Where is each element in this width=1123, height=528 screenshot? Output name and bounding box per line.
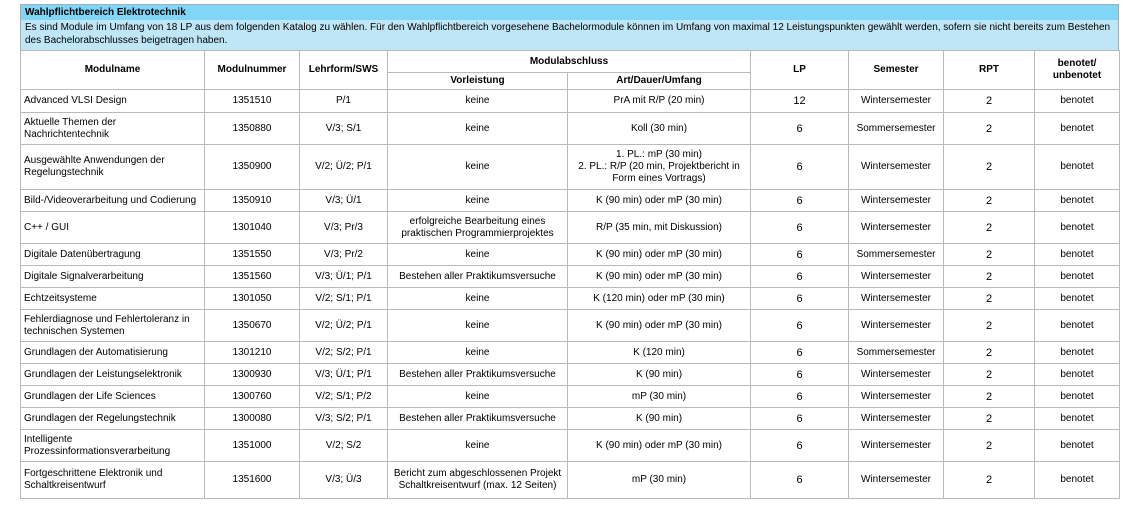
cell-rpt: 2 [944, 90, 1035, 113]
cell-modulname: Fortgeschrittene Elektronik und Schaltkreisentwurf [21, 462, 205, 499]
table-row [21, 430, 1120, 462]
cell-modulnummer: 1350900 [205, 145, 300, 190]
cell-vorleistung: keine [388, 190, 568, 212]
cell-modulname: Ausgewählte Anwendungen der Regelungstechnik [21, 145, 205, 190]
cell-lp: 6 [751, 342, 849, 364]
table-row [21, 244, 1120, 266]
cell-art: 1. PL.: mP (30 min) 2. PL.: R/P (20 min, Projektbericht in Form eines Vortrags) [568, 145, 751, 190]
cell-semester: Wintersemester [849, 430, 944, 462]
cell-lp: 6 [751, 310, 849, 342]
cell-semester: Wintersemester [849, 408, 944, 430]
table-row [21, 386, 1120, 408]
table-row [21, 190, 1120, 212]
cell-lp: 12 [751, 90, 849, 113]
cell-semester: Wintersemester [849, 386, 944, 408]
cell-lehrform: V/3; Pr/3 [300, 212, 388, 244]
cell-lehrform: V/2; Ü/2; P/1 [300, 145, 388, 190]
cell-rpt: 2 [944, 266, 1035, 288]
cell-modulname: Advanced VLSI Design [21, 90, 205, 113]
cell-rpt: 2 [944, 190, 1035, 212]
cell-modulnummer: 1300080 [205, 408, 300, 430]
cell-lp: 6 [751, 462, 849, 499]
cell-modulname: Grundlagen der Automatisierung [21, 342, 205, 364]
cell-benotet: benotet [1035, 113, 1120, 145]
cell-modulname: Digitale Datenübertragung [21, 244, 205, 266]
table-row [21, 212, 1120, 244]
cell-art: K (90 min) oder mP (30 min) [568, 190, 751, 212]
cell-lp: 6 [751, 364, 849, 386]
cell-art: K (90 min) oder mP (30 min) [568, 266, 751, 288]
cell-art: K (90 min) [568, 364, 751, 386]
cell-rpt: 2 [944, 364, 1035, 386]
cell-modulnummer: 1301050 [205, 288, 300, 310]
cell-benotet: benotet [1035, 364, 1120, 386]
cell-lehrform: V/3; S/1 [300, 113, 388, 145]
cell-vorleistung: keine [388, 244, 568, 266]
cell-lehrform: V/2; S/1; P/1 [300, 288, 388, 310]
header-rpt: RPT [944, 51, 1035, 90]
cell-vorleistung: Bericht zum abgeschlossenen Projekt Schaltkreisentwurf (max. 12 Seiten) [388, 462, 568, 499]
cell-lehrform: V/3; Ü/1; P/1 [300, 364, 388, 386]
cell-lehrform: V/3; Pr/2 [300, 244, 388, 266]
cell-lehrform: V/3; Ü/1 [300, 190, 388, 212]
cell-art: R/P (35 min, mit Diskussion) [568, 212, 751, 244]
cell-lp: 6 [751, 113, 849, 145]
header-lp: LP [751, 51, 849, 90]
cell-semester: Wintersemester [849, 212, 944, 244]
cell-modulname: Grundlagen der Leistungselektronik [21, 364, 205, 386]
cell-semester: Wintersemester [849, 190, 944, 212]
cell-vorleistung: keine [388, 113, 568, 145]
cell-modulname: C++ / GUI [21, 212, 205, 244]
cell-rpt: 2 [944, 113, 1035, 145]
cell-lp: 6 [751, 244, 849, 266]
cell-art: mP (30 min) [568, 462, 751, 499]
header-semester: Semester [849, 51, 944, 90]
cell-benotet: benotet [1035, 190, 1120, 212]
cell-vorleistung: keine [388, 386, 568, 408]
table-body [21, 90, 1120, 499]
cell-vorleistung: keine [388, 145, 568, 190]
cell-lehrform: V/2; Ü/2; P/1 [300, 310, 388, 342]
cell-lehrform: V/2; S/1; P/2 [300, 386, 388, 408]
header-modulabschluss: Modulabschluss [388, 51, 751, 73]
header-modulname: Modulname [21, 51, 205, 90]
cell-vorleistung: keine [388, 310, 568, 342]
cell-semester: Wintersemester [849, 288, 944, 310]
cell-lp: 6 [751, 212, 849, 244]
cell-modulname: Echtzeitsysteme [21, 288, 205, 310]
cell-semester: Sommersemester [849, 342, 944, 364]
cell-modulnummer: 1301040 [205, 212, 300, 244]
header-lehrform: Lehrform/SWS [300, 51, 388, 90]
cell-modulname: Grundlagen der Life Sciences [21, 386, 205, 408]
cell-modulnummer: 1300930 [205, 364, 300, 386]
cell-vorleistung: keine [388, 430, 568, 462]
table-row [21, 266, 1120, 288]
cell-vorleistung: Bestehen aller Praktikumsversuche [388, 364, 568, 386]
cell-modulname: Grundlagen der Regelungstechnik [21, 408, 205, 430]
cell-lp: 6 [751, 266, 849, 288]
cell-modulnummer: 1351510 [205, 90, 300, 113]
cell-semester: Wintersemester [849, 462, 944, 499]
cell-semester: Wintersemester [849, 266, 944, 288]
cell-lp: 6 [751, 288, 849, 310]
cell-rpt: 2 [944, 430, 1035, 462]
cell-rpt: 2 [944, 408, 1035, 430]
module-catalog [20, 4, 1119, 499]
table-row [21, 288, 1120, 310]
cell-art: mP (30 min) [568, 386, 751, 408]
cell-modulnummer: 1300760 [205, 386, 300, 408]
cell-lp: 6 [751, 408, 849, 430]
cell-modulname: Aktuelle Themen der Nachrichtentechnik [21, 113, 205, 145]
cell-lehrform: V/2; S/2 [300, 430, 388, 462]
cell-semester: Wintersemester [849, 310, 944, 342]
table-row [21, 462, 1120, 499]
cell-lehrform: V/3; S/2; P/1 [300, 408, 388, 430]
table-row [21, 342, 1120, 364]
cell-modulnummer: 1351550 [205, 244, 300, 266]
cell-vorleistung: Bestehen aller Praktikumsversuche [388, 408, 568, 430]
cell-rpt: 2 [944, 288, 1035, 310]
cell-modulnummer: 1351560 [205, 266, 300, 288]
cell-art: PrA mit R/P (20 min) [568, 90, 751, 113]
cell-semester: Wintersemester [849, 145, 944, 190]
cell-modulnummer: 1301210 [205, 342, 300, 364]
table-row [21, 113, 1120, 145]
cell-modulnummer: 1350670 [205, 310, 300, 342]
table-header [21, 51, 1120, 90]
cell-rpt: 2 [944, 462, 1035, 499]
cell-benotet: benotet [1035, 90, 1120, 113]
cell-vorleistung: keine [388, 90, 568, 113]
section-intro: Es sind Module im Umfang von 18 LP aus dem folgenden Katalog zu wählen. Für den Wahlpflichtbereich vorgesehene Bachelormodule können im Umfang von maximal 12 Leistungspunkten gewählt werden, sofern sie nicht bereits zum Bestehen des Bachelorabschlusses beigetragen haben. [20, 20, 1119, 50]
table-row [21, 145, 1120, 190]
cell-vorleistung: keine [388, 288, 568, 310]
cell-lp: 6 [751, 190, 849, 212]
cell-benotet: benotet [1035, 288, 1120, 310]
cell-lp: 6 [751, 386, 849, 408]
cell-semester: Sommersemester [849, 113, 944, 145]
cell-lp: 6 [751, 145, 849, 190]
cell-benotet: benotet [1035, 145, 1120, 190]
cell-rpt: 2 [944, 310, 1035, 342]
cell-lehrform: V/2; S/2; P/1 [300, 342, 388, 364]
cell-modulname: Fehlerdiagnose und Fehlertoleranz in technischen Systemen [21, 310, 205, 342]
cell-modulnummer: 1350880 [205, 113, 300, 145]
cell-vorleistung: Bestehen aller Praktikumsversuche [388, 266, 568, 288]
cell-lp: 6 [751, 430, 849, 462]
header-benotet: benotet/ unbenotet [1035, 51, 1120, 90]
cell-modulnummer: 1351000 [205, 430, 300, 462]
cell-semester: Wintersemester [849, 90, 944, 113]
cell-vorleistung: erfolgreiche Bearbeitung eines praktischen Programmierprojektes [388, 212, 568, 244]
cell-modulname: Intelligente Prozessinformationsverarbeitung [21, 430, 205, 462]
cell-rpt: 2 [944, 342, 1035, 364]
cell-semester: Wintersemester [849, 364, 944, 386]
cell-benotet: benotet [1035, 462, 1120, 499]
cell-rpt: 2 [944, 244, 1035, 266]
cell-art: Koll (30 min) [568, 113, 751, 145]
header-modulnummer: Modulnummer [205, 51, 300, 90]
cell-modulname: Bild-/Videoverarbeitung und Codierung [21, 190, 205, 212]
cell-art: K (120 min) oder mP (30 min) [568, 288, 751, 310]
table-row [21, 364, 1120, 386]
header-vorleistung: Vorleistung [388, 73, 568, 90]
cell-benotet: benotet [1035, 386, 1120, 408]
cell-rpt: 2 [944, 145, 1035, 190]
cell-lehrform: V/3; Ü/3 [300, 462, 388, 499]
table-row [21, 90, 1120, 113]
cell-modulnummer: 1350910 [205, 190, 300, 212]
cell-benotet: benotet [1035, 430, 1120, 462]
cell-benotet: benotet [1035, 408, 1120, 430]
cell-art: K (90 min) oder mP (30 min) [568, 430, 751, 462]
section-title: Wahlpflichtbereich Elektrotechnik [20, 4, 1119, 20]
cell-modulname: Digitale Signalverarbeitung [21, 266, 205, 288]
cell-art: K (90 min) [568, 408, 751, 430]
header-art: Art/Dauer/Umfang [568, 73, 751, 90]
cell-rpt: 2 [944, 212, 1035, 244]
cell-lehrform: P/1 [300, 90, 388, 113]
cell-benotet: benotet [1035, 266, 1120, 288]
cell-semester: Sommersemester [849, 244, 944, 266]
cell-art: K (90 min) oder mP (30 min) [568, 310, 751, 342]
table-row [21, 310, 1120, 342]
cell-lehrform: V/3; Ü/1; P/1 [300, 266, 388, 288]
cell-benotet: benotet [1035, 212, 1120, 244]
cell-benotet: benotet [1035, 342, 1120, 364]
cell-modulnummer: 1351600 [205, 462, 300, 499]
cell-art: K (120 min) [568, 342, 751, 364]
cell-benotet: benotet [1035, 310, 1120, 342]
cell-rpt: 2 [944, 386, 1035, 408]
cell-vorleistung: keine [388, 342, 568, 364]
cell-art: K (90 min) oder mP (30 min) [568, 244, 751, 266]
cell-benotet: benotet [1035, 244, 1120, 266]
module-table [20, 50, 1120, 499]
table-row [21, 408, 1120, 430]
